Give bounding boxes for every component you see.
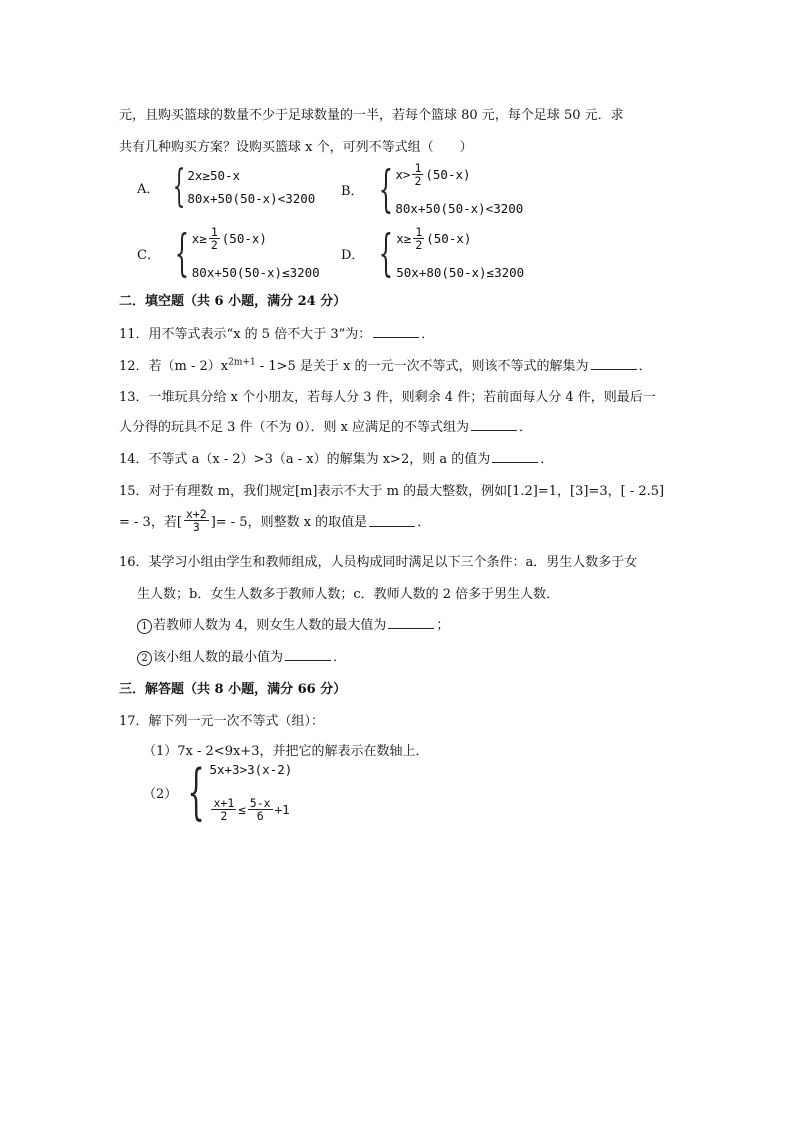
option-c-row2: 80x+50(50-x)≤3200	[191, 265, 320, 280]
answer-blank	[285, 648, 331, 661]
q17-part2-row1: 5x+3>3(x-2)	[209, 762, 293, 777]
option-b-row2: 80x+50(50-x)<3200	[395, 201, 524, 216]
section-3-title: 三．解答题（共 8 小题，满分 66 分）	[119, 682, 347, 697]
q16-sub1: 1 若教师人数为 4，则女生人数的最大值为 ；	[137, 614, 449, 634]
answer-blank	[388, 616, 434, 629]
option-b-fraction: $\frac{1}{2}$	[414, 161, 422, 189]
brace-icon: {	[378, 160, 393, 218]
option-d	[341, 226, 524, 280]
brace-icon: {	[174, 224, 190, 282]
q17: 17．解下列一元一次不等式（组）：	[119, 714, 325, 729]
section-2-title: 二．填空题（共 6 小题，满分 24 分）	[119, 294, 347, 309]
option-a	[137, 161, 316, 212]
brace-icon: {	[173, 161, 186, 212]
option-a-label: A．	[137, 181, 160, 197]
brace-icon: {	[379, 224, 394, 282]
q10-line1: 元，且购买篮球的数量不少于足球数量的一半，若每个篮球 80 元，每个足球 50 元．求	[119, 108, 624, 123]
option-d-label: D．	[341, 247, 365, 263]
q16-line2: 生人数；b．女生人数多于教师人数；c．教师人数的 2 倍多于男生人数．	[137, 587, 560, 602]
q10-line2: 共有几种购买方案？设购买篮球 x 个，可列不等式组（ ）	[119, 140, 473, 155]
option-b-row1-a: x>	[395, 167, 411, 183]
circled-number-icon: 1	[137, 619, 152, 634]
option-b	[341, 162, 523, 216]
answer-blank	[373, 325, 419, 338]
q17-part2-label: （2）	[143, 786, 178, 802]
q15-line1: 15．对于有理数 m，我们规定[m]表示不大于 m 的最大整数，例如[1.2]=1，[3]=3，[ - 2.5]	[119, 484, 665, 499]
q13-line1: 13．一堆玩具分给 x 个小朋友，若每人分 3 件，则剩余 4 件；若前面每人分 4 件，则最后一	[119, 390, 656, 405]
option-c	[137, 226, 320, 280]
option-b-label: B．	[341, 183, 364, 199]
answer-blank	[591, 357, 637, 370]
q14: 14．不等式 a（x - 2）>3（a - x）的解集为 x>2，则 a 的值为 ．	[119, 452, 554, 467]
option-c-row1-b: (50-x)	[221, 231, 267, 247]
q11: 11．用不等式表示“x 的 5 倍不大于 3”为： ．	[119, 327, 435, 342]
option-c-row1-a: x≥	[191, 231, 207, 247]
option-a-row2: 80x+50(50-x)<3200	[187, 191, 316, 206]
option-c-fraction: $\frac{1}{2}$	[210, 225, 218, 253]
q16-sub2: 2 该小组人数的最小值为 ．	[137, 646, 346, 666]
q15-fraction: $\frac{x+2}{3}$	[185, 507, 207, 535]
q12: 12．若$(m - 2)x^{2m+1} - 1>5$ 是关于 x 的一元一次不等式，则该不等式的解集为 ．	[119, 357, 652, 374]
option-d-row1-b: (50-x)	[426, 231, 472, 247]
q17-part2	[143, 757, 293, 827]
q13-line2: 人分得的玩具不足 3 件（不为 0）．则 x 应满足的不等式组为 ．	[119, 420, 533, 435]
circled-number-icon: 2	[137, 651, 152, 666]
option-d-fraction: $\frac{1}{2}$	[415, 225, 423, 253]
answer-blank	[492, 450, 538, 463]
answer-blank	[369, 514, 415, 527]
option-d-row1-a: x≥	[396, 231, 412, 247]
q16-line1: 16．某学习小组由学生和教师组成，人员构成同时满足以下三个条件：a．男生人数多于女	[119, 555, 638, 570]
answer-blank	[471, 418, 517, 431]
brace-icon: {	[187, 757, 205, 827]
option-c-label: C．	[137, 247, 160, 263]
option-b-row1-b: (50-x)	[425, 167, 471, 183]
option-a-row1: 2x≥50-x	[187, 168, 241, 183]
q17-part1: （1）7x - 2<9x+3，并把它的解表示在数轴上．	[143, 744, 429, 759]
option-d-row2: 50x+80(50-x)≤3200	[396, 265, 525, 280]
q17-part2-row2: $\frac{x+1}{2}$ ≤ $\frac{5-x}{6}$ +1	[213, 795, 290, 823]
q15-line2: = - 3，若[ $\frac{x+2}{3}$ ]= - 5，则整数 x 的取值是 ．	[119, 507, 431, 535]
